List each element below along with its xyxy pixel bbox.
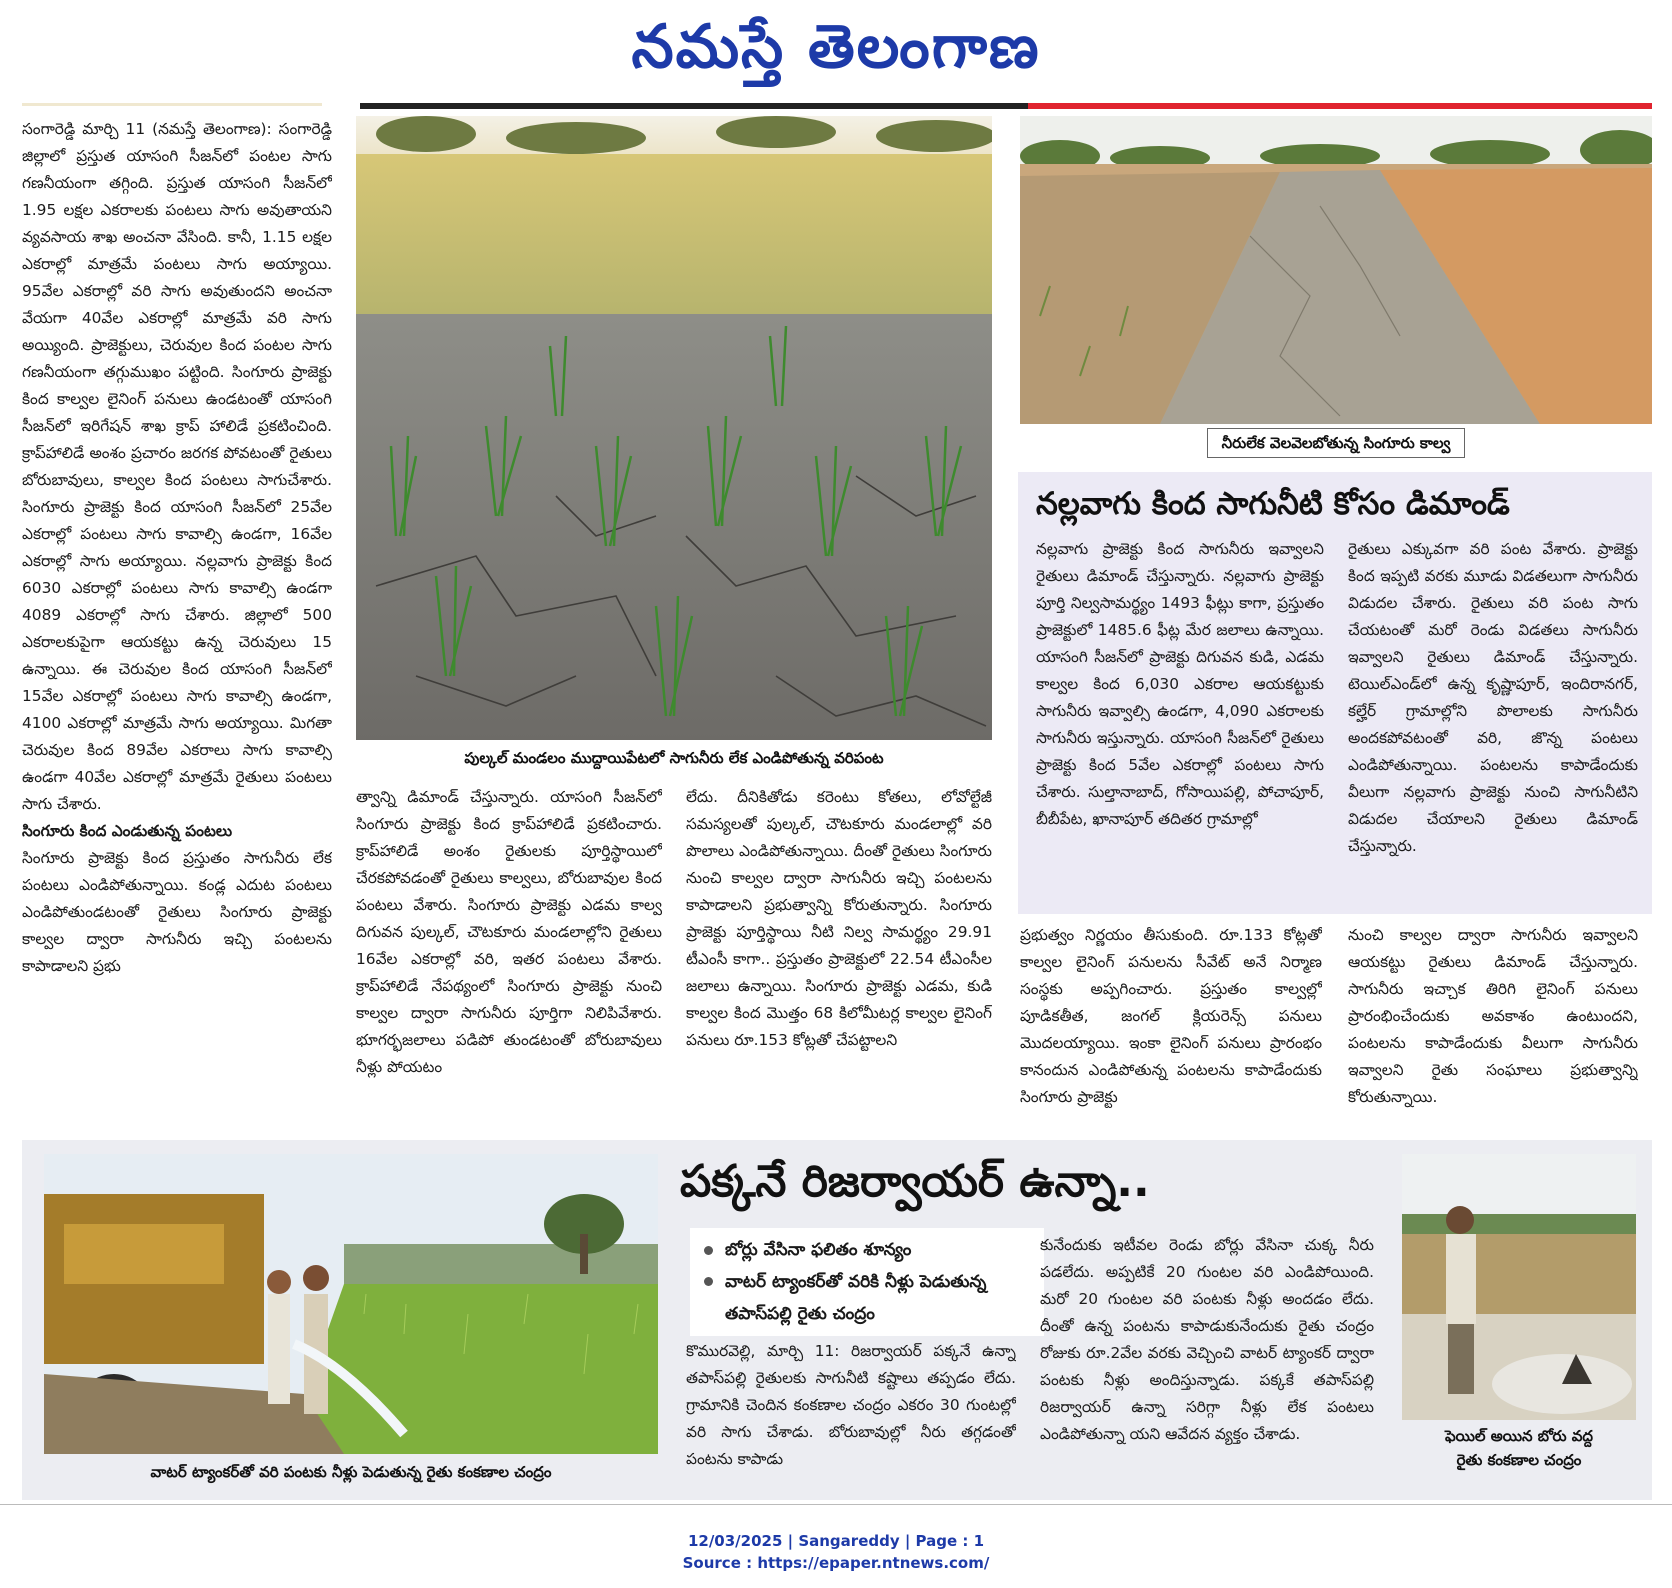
tanker-headline: పక్కనే రిజర్వాయర్ ఉన్నా..: [680, 1156, 1150, 1207]
article-left-column: [22, 116, 332, 1124]
water-tanker-photo: [44, 1154, 658, 1454]
photo-caption-text: నీరులేక వెలవెలబోతున్న సింగూరు కాల్వ: [1207, 428, 1466, 458]
photo-caption-line: రైతు కంకణాల చంద్రం: [1456, 1451, 1582, 1469]
article-middle-column-1: త్వాన్ని డిమాండ్ చేస్తున్నారు. యాసంగి సీజన్‌లో సింగూరు ప్రాజెక్టు కింద క్రాప్‌హాలిడే ప్రకటించారు. క్రాప్‌హాలిడే అంశం రైతులకు పూర్తిస్థాయిలో చేరకపోవడంతో రైతులు కాల్వలు, బోరుబావుల కింద పంటలు వేశారు. సింగూరు ప్రాజెక్టు ఎడమ కాల్వ దిగువన పుల్కల్, చౌటకూరు మండలాల్లోని రైతులు 16వేల ఎకరాల్లో వరి, ఇతర పంటలు వేశారు. క్రాప్‌హాలిడే నేపథ్యంలో సింగూరు ప్రాజెక్టు నుంచి కాల్వల ద్వారా సాగునీరు పూర్తిగా నిలిపివేశారు. భూగర్భజలాలు పడిపో తుండటంతో బోరుబావులు నీళ్లు పోయటం: [356, 788, 662, 1076]
article-paragraph: సింగూరు ప్రాజెక్టు కింద ప్రస్తుతం సాగునీరు లేక పంటలు ఎండిపోతున్నాయి. కండ్ల ఎదుట పంటలు ఎండిపోతుండటంతో రైతులు సింగూరు ప్రాజెక్టు కాల్వల ద్వారా సాగునీరు ఇచ్చి పంటలను కాపాడాలని ప్రభు: [22, 849, 332, 975]
photo-caption-line: ఫెయిల్ అయిన బోరు వద్ద: [1444, 1427, 1594, 1445]
tanker-column-2: కునేందుకు ఇటీవల రెండు బోర్లు వేసినా చుక్క నీరు పడలేదు. అప్పటికే 20 గుంటల వరి ఎండిపోయింది. మరో 20 గుంటల వరి పంటకు నీళ్లు అందడం లేదు. దీంతో ఉన్న పంటను కాపాడుకునేందుకు రైతు చంద్రం రోజుకు రూ.2వేల వరకు వెచ్చించి వాటర్ ట్యాంకర్ ద్వారా పంటకు నీళ్లు అందిస్తున్నాడు. పక్కకే తపాస్‌పల్లి రిజర్వాయర్ ఉన్నా సరిగ్గా నీళ్లు లేక పంటలు ఎండిపోతున్నా యని ఆవేదన వ్యక్తం చేశాడు.: [1040, 1236, 1374, 1443]
photo-caption: [44, 1460, 658, 1484]
article-subheading: సింగూరు కింద ఎండుతున్న పంటలు: [22, 822, 233, 840]
bullet-icon: [704, 1246, 713, 1255]
bullet-icon: [704, 1277, 713, 1286]
photo-caption: [356, 746, 992, 770]
photo-caption: [1398, 1424, 1640, 1472]
divider: [360, 103, 1028, 109]
nallavagu-column-2: రైతులు ఎక్కువగా వరి పంట వేశారు. ప్రాజెక్టు కింద ఇప్పటి వరకు మూడు విడతలుగా సాగునీరు విడుదల చేశారు. రైతులు వరి పంట సాగు చేయటంతో మరో రెండు విడతలు సాగునీరు ఇవ్వాలని రైతులు డిమాండ్ చేస్తున్నారు. టెయిల్‌ఎండ్‌లో ఉన్న కృష్ణాపూర్, ఇందిరానగర్, కల్హేర్ గ్రామాల్లోని పొలాలకు సాగునీరు అందకపోవటంతో వరి, జొన్న పంటలు ఎండిపోతున్నాయి. పంటలను కాపాడేందుకు వీలుగా నల్లవాగు ప్రాజెక్టు నుంచి సాగునీటిని విడుదల చేయాలని రైతులు డిమాండ్ చేస్తున్నారు.: [1348, 540, 1638, 855]
nallavagu-column-1: నల్లవాగు ప్రాజెక్టు కింద సాగునీరు ఇవ్వాలని రైతులు డిమాండ్ చేస్తున్నారు. నల్లవాగు ప్రాజెక్టు పూర్తి నిల్వసామర్థ్యం 1493 ఫీట్లు కాగా, ప్రస్తుతం ప్రాజెక్టులో 1485.6 ఫీట్ల మేర జలాలు ఉన్నాయి. యాసంగి సీజన్‌లో ప్రాజెక్టు దిగువన కుడి, ఎడమ కాల్వల కింద 6,030 ఎకరాల ఆయకట్టుకు సాగునీరు ఇవ్వాల్సి ఉండగా, 4,090 ఎకరాలకు సాగునీరు ఇస్తున్నారు. యాసంగి సీజన్‌లో రైతులు ప్రాజెక్టు కింద 5వేల ఎకరాల్లో పంటలు సాగు చేశారు. సుల్తానాబాద్, గోసాయిపల్లి, పోచాపూర్, బీబీపేట, ఖానాపూర్ తదితర గ్రామాల్లో: [1036, 540, 1324, 828]
photo-caption: [1020, 428, 1652, 458]
dry-paddy-photo: [356, 116, 992, 740]
photo-caption-text: పుల్కల్ మండలం ముద్దాయిపేటలో సాగునీరు లేక ఎండిపోతున్న వరిపంట: [464, 749, 884, 767]
nallavagu-headline: నల్లవాగు కింద సాగునీటి కోసం డిమాండ్: [1036, 486, 1510, 522]
dry-canal-photo: [1020, 116, 1652, 424]
article-paragraph: సంగారెడ్డి మార్చి 11 (నమస్తే తెలంగాణ): సంగారెడ్డి జిల్లాలో ప్రస్తుత యాసంగి సీజన్‌లో పంటల సాగు గణనీయంగా తగ్గింది. ప్రస్తుత యాసంగి సీజన్‌లో 1.95 లక్షల ఎకరాలకు పంటలు సాగు అవుతాయని వ్యవసాయ శాఖ అంచనా వేసింది. కానీ, 1.15 లక్షల ఎకరాల్లో మాత్రమే పంటలు సాగు అయ్యాయి. 95వేల ఎకరాల్లో వరి సాగు అవుతుందని అంచనా వేయగా 40వేల ఎకరాల్లో మాత్రమే వరి సాగు అయ్యింది. ప్రాజెక్టులు, చెరువుల కింద పంటల సాగు గణనీయంగా తగ్గుముఖం పట్టింది. సింగూరు ప్రాజెక్టు కింద కాల్వల లైనింగ్ పనులు ఉండటంతో యాసంగి సీజన్‌లో ఇరిగేషన్ శాఖ క్రాప్ హాలిడే ప్రకటించింది. క్రాప్‌హాలిడే అంశం ప్రచారం జరగక పోవటంతో రైతులు బోరుబావులు, కాల్వల కింద పంటలు సాగుచేశారు. సింగూరు ప్రాజెక్టు కింద యాసంగి సీజన్‌లో 25వేల ఎకరాల్లో పంటలు సాగు కావాల్సి ఉండగా, 16వేల ఎకరాల్లో సాగు అయ్యాయి. నల్లవాగు ప్రాజెక్టు కింద 6030 ఎకరాల్లో పంటలు సాగు కావాల్సి ఉండగా 4089 ఎకరాల్లో సాగు చేశారు. జిల్లాలో 500 ఎకరాలకుపైగా ఆయకట్టు ఉన్న చెరువులు 15 ఉన్నాయి. ఈ చెరువుల కింద యాసంగి సీజన్‌లో 15వేల ఎకరాల్లో పంటలు సాగు కావాల్సి ఉండగా, 4100 ఎకరాల్లో మాత్రమే సాగు అయ్యాయి. మిగతా చెరువుల కింద 89వేల ఎకరాలు సాగు కావాల్సి ఉండగా 40వేల ఎకరాల్లో మాత్రమే రైతులు పంటలు సాగు చేశారు.: [22, 120, 332, 813]
article-right-column-2: నుంచి కాల్వల ద్వారా సాగునీరు ఇవ్వాలని ఆయకట్టు రైతులు డిమాండ్ చేస్తున్నారు. సాగునీరు ఇచ్చాక తిరిగి లైనింగ్ పనులు ప్రారంభించేందుకు అవకాశం ఉంటుందని, పంటలను కాపాడేందుకు వీలుగా సాగునీరు ఇవ్వాలని రైతు సంఘాలు ప్రభుత్వాన్ని కోరుతున్నాయి.: [1348, 926, 1638, 1106]
footer-date-edition: 12/03/2025 | Sangareddy | Page : 1: [687, 1532, 985, 1550]
divider: [22, 103, 322, 106]
divider: [1028, 103, 1652, 109]
divider: [0, 1504, 1672, 1505]
tanker-column-1: కొమురవెల్లి, మార్చి 11: రిజర్వాయర్ పక్కనే ఉన్నా తపాస్‌పల్లి రైతులకు సాగునీటి కష్టాలు తప్పడం లేదు. గ్రామానికి చెందిన కంకణాల చంద్రం ఎకరం 30 గుంటల్లో వరి సాగు చేశాడు. బోరుబావుల్లో నీరు తగ్గడంతో పంటను కాపాడు: [686, 1342, 1016, 1468]
highlight-item: బోర్లు వేసినా ఫలితం శూన్యం: [704, 1234, 1030, 1266]
farmer-borewell-photo: [1402, 1154, 1636, 1420]
article-right-column-1: ప్రభుత్వం నిర్ణయం తీసుకుంది. రూ.133 కోట్లతో కాల్వల లైనింగ్ పనులను సీవేట్ అనే నిర్మాణ సంస్థకు అప్పగించారు. ప్రస్తుతం కాల్వల్లో పూడికతీత, జంగల్ క్లియరెన్స్ పనులు మొదలయ్యాయి. ఇంకా లైనింగ్ పనులు ప్రారంభం కానందున ఎండిపోతున్న పంటలను కాపాడేందుకు సింగూరు ప్రాజెక్టు: [1020, 926, 1322, 1106]
footer-source: Source : https://epaper.ntnews.com/: [682, 1554, 990, 1572]
article-middle-column-2: లేదు. దీనికితోడు కరెంటు కోతలు, లోవోల్టేజీ సమస్యలతో పుల్కల్, చౌటకూరు మండలాల్లో వరి పొలాలు ఎండిపోతున్నాయి. దీంతో రైతులు సింగూరు నుంచి కాల్వల ద్వారా సాగునీరు ఇచ్చి పంటలను కాపాడాలని ప్రభుత్వాన్ని కోరుతున్నారు. సింగూరు ప్రాజెక్టు పూర్తిస్థాయి నీటి నిల్వ సామర్థ్యం 29.91 టీఎంసీ కాగా.. ప్రస్తుతం ప్రాజెక్టులో 22.54 టీఎంసీల జలాలు ఉన్నాయి. సింగూరు ప్రాజెక్టు ఎడమ, కుడి కాల్వల కింద మొత్తం 68 కిలోమీటర్ల కాల్వల లైనింగ్ పనులు రూ.153 కోట్లతో చేపట్టాలని: [686, 788, 992, 1049]
photo-caption-text: వాటర్ ట్యాంకర్‌తో వరి పంటకు నీళ్లు పెడుతున్న రైతు కంకణాల చంద్రం: [150, 1463, 552, 1481]
highlight-item: వాటర్ ట్యాంకర్‌తో వరికి నీళ్లు పెడుతున్న తపాస్‌పల్లి రైతు చంద్రం: [704, 1266, 1030, 1330]
story-highlights: [690, 1228, 1044, 1336]
masthead: నమస్తే తెలంగాణ: [631, 12, 1041, 82]
